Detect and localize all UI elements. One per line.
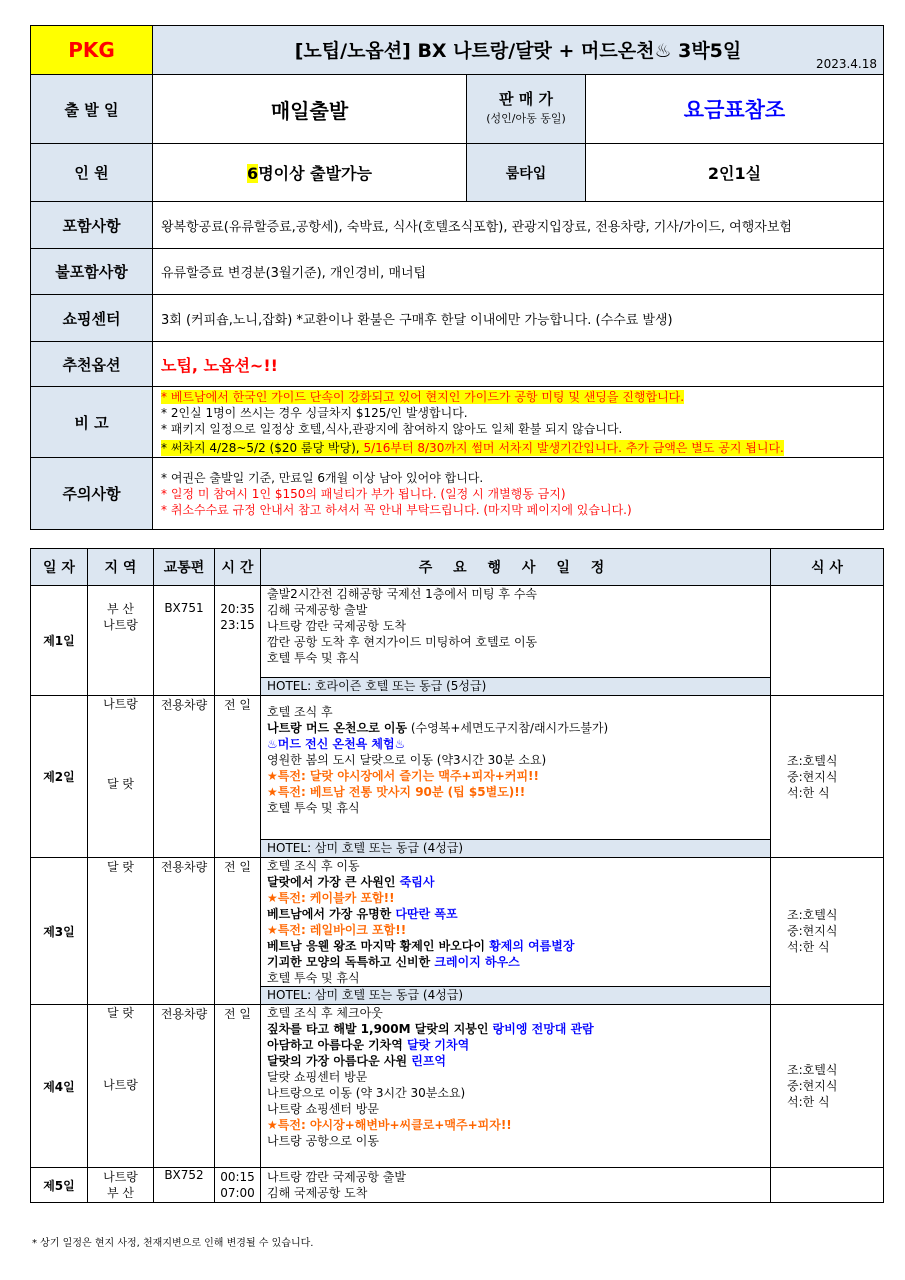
schedule-line: ★특전: 베트남 전통 맛사지 90분 (팁 $5별도)!! [267, 785, 526, 799]
day5-region [88, 1168, 154, 1203]
schedule-text: 베트남 응웬 왕조 마지막 황제인 바오다이 [267, 939, 490, 953]
title-cell [153, 26, 884, 75]
schedule-text: 황제의 여름별장 [489, 939, 575, 953]
schedule-line: 김해 국제공항 도착 [267, 1186, 368, 1200]
day2-schedule [261, 696, 771, 840]
schedule-line [267, 938, 770, 954]
exclude-value: 유류할증료 변경분(3월기준), 개인경비, 매너팁 [153, 249, 884, 295]
shopping-label: 쇼핑센터 [31, 295, 153, 342]
region-text: 달 랏 [107, 1006, 134, 1020]
shopping-value: 3회 (커피숍,노니,잡화) *교환이나 환불은 구매후 한달 이내에만 가능합니다. (수수료 발생) [153, 295, 884, 342]
schedule-line [267, 906, 770, 922]
schedule-line: 호텔 투숙 및 휴식 [267, 651, 360, 665]
people-value [153, 144, 467, 202]
day4-schedule [261, 1005, 771, 1168]
schedule-text: 달랏에서 가장 큰 사원인 [267, 875, 400, 889]
time-text: 07:00 [220, 1186, 255, 1200]
room-value: 2인1실 [586, 144, 884, 202]
schedule-text: (수영복+세면도구지참/래시가드불가) [407, 721, 609, 735]
schedule-line: 김해 국제공항 출발 [267, 603, 368, 617]
schedule-text: 나트랑 머드 온천으로 이동 [267, 721, 408, 735]
day3-meal [771, 858, 884, 1005]
caution-line: * 취소수수료 규정 안내서 참고 하셔서 꼭 안내 부탁드립니다. (마지막 페이지에 있습니다.) [161, 502, 632, 517]
time-text: 20:35 [220, 602, 255, 616]
schedule-line: 달랏 쇼핑센터 방문 [267, 1070, 368, 1084]
day3-time: 전 일 [215, 858, 261, 1005]
schedule-text: 아담하고 아름다운 기차역 [267, 1038, 408, 1052]
price-label-cell [467, 75, 586, 144]
schedule-line: 나트랑으로 이동 (약 3시간 30분소요) [267, 1086, 466, 1100]
exclude-label: 불포함사항 [31, 249, 153, 295]
caution-cell [153, 458, 884, 530]
day1-label: 제1일 [31, 586, 88, 696]
meal-text: 중:현지식 [787, 924, 838, 938]
schedule-line: 나트랑 공항으로 이동 [267, 1134, 379, 1148]
col-header-region: 지 역 [88, 549, 154, 586]
day3-schedule [261, 858, 771, 987]
schedule-text: 다딴란 폭포 [395, 907, 458, 921]
region-text: 나트랑 [103, 1170, 138, 1184]
schedule-line: ★특전: 레일바이크 포함!! [267, 923, 407, 937]
day3-transport: 전용차량 [154, 858, 215, 1005]
day2-region [88, 696, 154, 858]
price-label: 판 매 가 [499, 90, 553, 108]
col-header-transport: 교통편 [154, 549, 215, 586]
time-text: 00:15 [220, 1170, 255, 1184]
schedule-text: 린프억 [411, 1054, 447, 1068]
day5-label: 제5일 [31, 1168, 88, 1203]
schedule-line [267, 720, 770, 736]
time-text: 23:15 [220, 618, 255, 632]
day5-schedule [261, 1168, 771, 1203]
day3-region: 달 랏 [88, 858, 154, 1005]
day4-meal [771, 1005, 884, 1168]
meal-text: 조:호텔식 [787, 1063, 838, 1077]
caution-line: * 여권은 출발일 기준, 만료일 6개월 이상 남아 있어야 합니다. [161, 470, 484, 485]
footnote: * 상기 일정은 현지 사정, 천재지변으로 인해 변경될 수 있습니다. [32, 1238, 314, 1249]
schedule-line: ♨머드 전신 온천욕 체험♨ [267, 737, 406, 751]
remark-text: 5/16부터 8/30까지 썸머 서차지 발생기간입니다. 추가 금액은 별도 공지 됩니다. [363, 440, 784, 455]
remark-line [161, 440, 784, 456]
day1-meal [771, 586, 884, 696]
day2-label: 제2일 [31, 696, 88, 858]
doc-date: 2023.4.18 [815, 57, 878, 71]
day1-transport: BX751 [154, 586, 215, 696]
day3-hotel: HOTEL: 삼미 호텔 또는 동급 (4성급) [261, 987, 771, 1005]
schedule-line: 나트랑 깜란 국제공항 도착 [267, 619, 406, 633]
col-header-time: 시 간 [215, 549, 261, 586]
schedule-line [267, 1037, 770, 1053]
schedule-line: 영원한 봄의 도시 달랏으로 이동 (약3시간 30분 소요) [267, 753, 547, 767]
day2-hotel: HOTEL: 삼미 호텔 또는 동급 (4성급) [261, 840, 771, 858]
people-rest: 명이상 출발가능 [258, 164, 372, 183]
region-text: 부 산 [107, 602, 134, 616]
schedule-text: 랑비엥 전망대 관람 [492, 1022, 594, 1036]
schedule-line: 호텔 조식 후 [267, 705, 333, 719]
meal-text: 석:한 식 [787, 785, 830, 800]
schedule-line: ★특전: 달랏 야시장에서 즐기는 맥주+피자+커피!! [267, 769, 539, 783]
day4-transport: 전용차량 [154, 1005, 215, 1168]
remark-line: * 패키지 일정으로 일정상 호텔,식사,관광지에 참여하지 않아도 일체 환불 되지 않습니다. [161, 421, 623, 436]
region-text: 나트랑 [103, 618, 138, 632]
day5-time [215, 1168, 261, 1203]
remark-text: * 베트남에서 한국인 가이드 단속이 강화되고 있어 현지인 가이드가 공항 미팅 및 샌딩을 진행합니다. [161, 389, 685, 404]
remark-line: * 2인실 1명이 쓰시는 경우 싱글차지 $125/인 발생합니다. [161, 405, 468, 420]
recommend-value: 노팁, 노옵션~!! [153, 342, 884, 387]
day4-time: 전 일 [215, 1005, 261, 1168]
region-text: 나트랑 [103, 1078, 138, 1092]
people-number: 6 [247, 164, 259, 183]
day4-label: 제4일 [31, 1005, 88, 1168]
recommend-label: 추천옵션 [31, 342, 153, 387]
meal-text: 조:호텔식 [787, 753, 838, 768]
include-label: 포함사항 [31, 202, 153, 249]
schedule-text: 짚차를 타고 해발 1,900M 달랏의 지붕인 [267, 1022, 493, 1036]
schedule-text: 달랏 기차역 [407, 1038, 470, 1052]
people-label: 인 원 [31, 144, 153, 202]
schedule-line: 나트랑 깜란 국제공항 출발 [267, 1170, 406, 1184]
day5-meal [771, 1168, 884, 1203]
schedule-line [267, 874, 770, 890]
schedule-line: ★특전: 야시장+해변바+씨클로+맥주+피자!! [267, 1118, 512, 1132]
schedule-line: 나트랑 쇼핑센터 방문 [267, 1102, 379, 1116]
region-text: 달 랏 [107, 777, 134, 791]
caution-label: 주의사항 [31, 458, 153, 530]
region-text: 나트랑 [103, 697, 138, 711]
schedule-line [267, 1021, 770, 1037]
room-label: 룸타입 [467, 144, 586, 202]
remark-line [161, 389, 883, 405]
schedule-text: 죽림사 [399, 875, 435, 889]
pkg-label: PKG [31, 26, 153, 75]
departure-value: 매일출발 [153, 75, 467, 144]
departure-label: 출 발 일 [31, 75, 153, 144]
schedule-text: 크레이지 하우스 [434, 955, 520, 969]
region-text: 부 산 [107, 1186, 134, 1200]
meal-text: 석:한 식 [787, 940, 830, 954]
meal-text: 조:호텔식 [787, 908, 838, 922]
col-header-day: 일 자 [31, 549, 88, 586]
meal-text: 중:현지식 [787, 1079, 838, 1093]
schedule-line: 깜란 공항 도착 후 현지가이드 미팅하여 호텔로 이동 [267, 635, 538, 649]
schedule-text: 베트남에서 가장 유명한 [267, 907, 396, 921]
schedule-text: 기괴한 모양의 독특하고 신비한 [267, 955, 435, 969]
itinerary-table [30, 548, 884, 1203]
remark-cell [153, 387, 884, 458]
price-sublabel: (성인/아동 동일) [486, 112, 566, 125]
meal-text: 석:한 식 [787, 1095, 830, 1109]
col-header-schedule: 주 요 행 사 일 정 [261, 549, 771, 586]
day1-region [88, 586, 154, 696]
schedule-line: 호텔 조식 후 이동 [267, 859, 360, 873]
include-value: 왕복항공료(유류할증료,공항세), 숙박료, 식사(호텔조식포함), 관광지입장료, 전용차량, 기사/가이드, 여행자보험 [153, 202, 884, 249]
schedule-line: 출발2시간전 김해공항 국제선 1층에서 미팅 후 수속 [267, 587, 537, 601]
schedule-line: 호텔 투숙 및 휴식 [267, 801, 360, 815]
schedule-line: 호텔 투숙 및 휴식 [267, 971, 360, 985]
meal-text: 중:현지식 [787, 769, 838, 784]
page-title: [노팁/노옵션] BX 나트랑/달랏 + 머드온천♨ 3박5일 [294, 40, 742, 62]
schedule-line [267, 1053, 770, 1069]
day2-meal [771, 696, 884, 858]
info-table [30, 25, 884, 530]
remark-text: * 써차지 4/28~5/2 ($20 룸당 박당), [161, 440, 364, 455]
day4-region [88, 1005, 154, 1168]
schedule-line [267, 954, 770, 970]
col-header-meal: 식 사 [771, 549, 884, 586]
schedule-line: 호텔 조식 후 체크아웃 [267, 1006, 383, 1020]
caution-line: * 일정 미 참여시 1인 $150의 패널티가 부가 됩니다. (일정 시 개별행동 금지) [161, 486, 566, 501]
day1-schedule [261, 586, 771, 678]
day2-transport: 전용차량 [154, 696, 215, 858]
day5-transport: BX752 [154, 1168, 215, 1203]
price-value: 요금표참조 [586, 75, 884, 144]
day1-hotel: HOTEL: 호라이즌 호텔 또는 동급 (5성급) [261, 678, 771, 696]
day2-time: 전 일 [215, 696, 261, 858]
remark-label: 비 고 [31, 387, 153, 458]
day3-label: 제3일 [31, 858, 88, 1005]
schedule-text: 달랏의 가장 아름다운 사원 [267, 1054, 412, 1068]
day1-time [215, 586, 261, 696]
schedule-line: ★특전: 케이블카 포함!! [267, 891, 395, 905]
